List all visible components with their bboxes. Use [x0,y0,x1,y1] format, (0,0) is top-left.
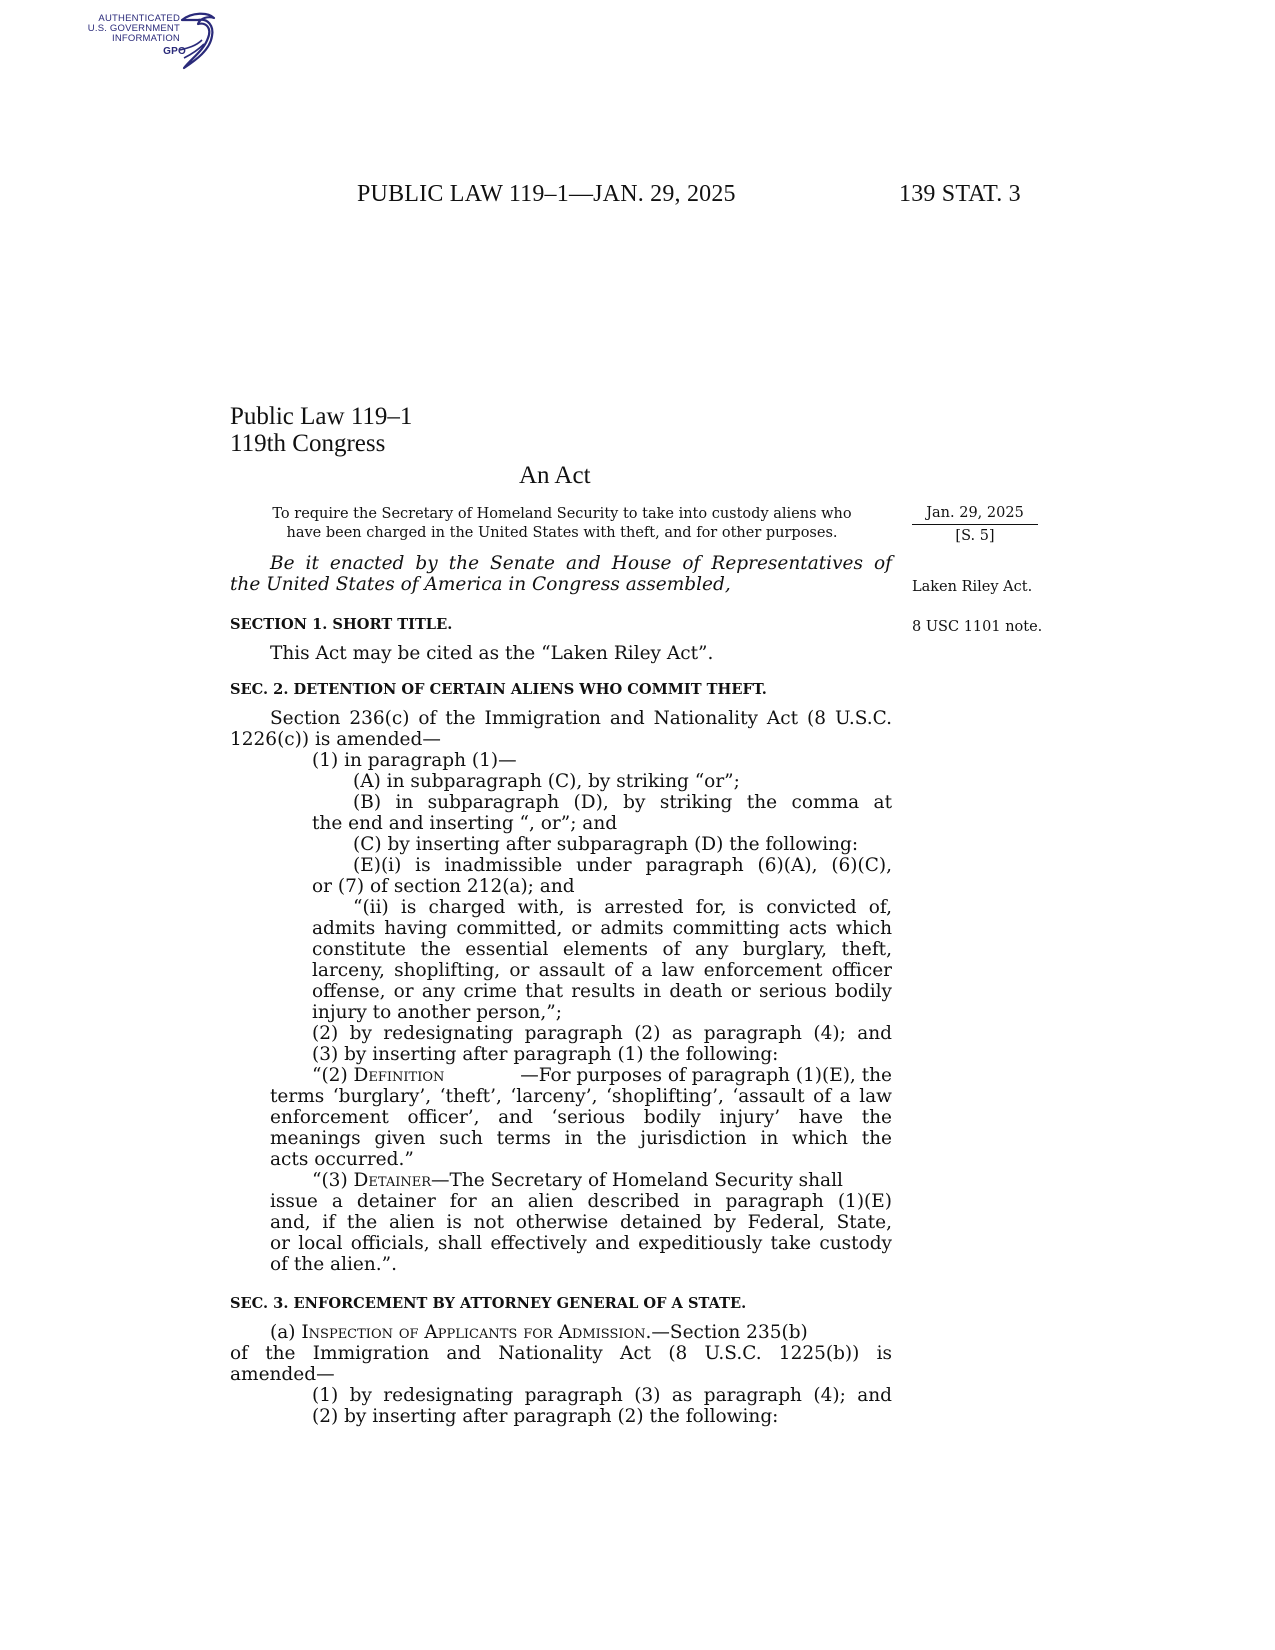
section-text-line: offense, or any crime that results in death or serious bodily [312,981,892,1002]
section-text-line: issue a detainer for an alien described in paragraph (1)(E) [270,1191,892,1212]
public-law-number: Public Law 119–1 [230,403,413,430]
margin-note-usc: 8 USC 1101 note. [912,619,1043,635]
purpose-line: To require the Secretary of Homeland Security to take into custody aliens who [272,506,852,522]
stat-page-number: 139 STAT. 3 [899,181,1021,207]
section-text-line: and, if the alien is not otherwise detained by Federal, State, [270,1212,892,1233]
eagle-icon [174,10,222,74]
gpo-seal [87,10,222,74]
definition-line [312,1065,892,1086]
section-text-line: injury to another person,”; [312,1002,562,1023]
seal-text-line: U.S. GOVERNMENT [87,23,180,34]
section-text-line: “(ii) is charged with, is arrested for, is convicted of, [353,897,892,918]
section-heading: SECTION 1. SHORT TITLE. [230,616,453,633]
section-text-line: (E)(i) is inadmissible under paragraph (6)(A), (6)(C), [353,855,892,876]
enacting-clause-line: Be it enacted by the Senate and House of Representatives of [270,553,892,574]
detainer-line [312,1170,843,1191]
section-heading: SEC. 3. ENFORCEMENT BY ATTORNEY GENERAL OF A STATE. [230,1295,747,1312]
section-text-line: or (7) of section 212(a); and [312,876,575,897]
section-text-line: (2) by redesignating paragraph (2) as paragraph (4); and [312,1023,892,1044]
enactment-date: Jan. 29, 2025 [926,505,1024,521]
section-text-line: of the alien.”. [270,1254,397,1275]
section-text-line: (A) in subparagraph (C), by striking “or”; [353,771,740,792]
act-purpose [258,505,866,543]
seal-text-line: INFORMATION [112,33,180,44]
purpose-line: have been charged in the United States with theft, and for other purposes. [286,525,838,541]
section-text-line: larceny, shoplifting, or assault of a law enforcement officer [312,960,892,981]
section-text-line: acts occurred.” [270,1149,414,1170]
section-heading: SEC. 2. DETENTION OF CERTAIN ALIENS WHO COMMIT THEFT. [230,681,767,698]
enactment-date-box [912,504,1038,545]
bill-number: [S. 5] [955,528,995,544]
congress-number: 119th Congress [230,430,386,457]
section-text-line: (3) by inserting after paragraph (1) the following: [312,1044,779,1065]
section-text-line: (2) by inserting after paragraph (2) the following: [312,1406,779,1427]
subsection-a-heading: Inspection of Applicants for Admission [301,1322,646,1343]
section-text-line: or local officials, shall effectively and expeditiously take custody [270,1233,892,1254]
section-text-line: meanings given such terms in the jurisdiction in which the [270,1128,892,1149]
section-text-line: terms ‘burglary’, ‘theft’, ‘larceny’, ‘shoplifting’, ‘assault of a law [270,1086,892,1107]
margin-note-short-title: Laken Riley Act. [912,579,1033,595]
section-text-line: admits having committed, or admits committing acts which [312,918,892,939]
subsection-a-line: (a) Inspection of Applicants for Admission.—Section 235(b) [270,1322,808,1343]
section-text-line: (1) in paragraph (1)— [312,750,517,771]
section-text-line: the end and inserting “, or”; and [312,813,618,834]
definition-text: —For purposes of paragraph (1)(E), the [520,1065,892,1086]
section-text-line: 1226(c)) is amended— [230,729,441,750]
running-title: PUBLIC LAW 119–1—JAN. 29, 2025 [357,181,736,207]
date-divider [912,524,1038,525]
section-text-line: (B) in subparagraph (D), by striking the comma at [353,792,892,813]
section-text-line: enforcement officer’, and ‘serious bodily injury’ have the [270,1107,892,1128]
section-text-line: constitute the essential elements of any burglary, theft, [312,939,892,960]
detainer-heading: “(3) Detainer [312,1170,432,1191]
section-text-line: (C) by inserting after subparagraph (D) the following: [353,834,859,855]
seal-text-line: AUTHENTICATED [98,13,180,24]
section-text-line: amended— [230,1364,335,1385]
section-text-line: of the Immigration and Nationality Act (8 U.S.C. 1225(b)) is [230,1343,892,1364]
section-text: This Act may be cited as the “Laken Riley Act”. [270,643,714,664]
seal-gpo-mark: GPO [163,46,186,57]
act-heading: An Act [519,462,591,489]
detainer-text: —The Secretary of Homeland Security shall [431,1170,843,1191]
section-text-line: (1) by redesignating paragraph (3) as paragraph (4); and [312,1385,892,1406]
definition-heading: “(2) Definition [312,1065,445,1086]
section-text-line: Section 236(c) of the Immigration and Nationality Act (8 U.S.C. [270,708,892,729]
enacting-clause-line: the United States of America in Congress assembled, [230,574,731,595]
